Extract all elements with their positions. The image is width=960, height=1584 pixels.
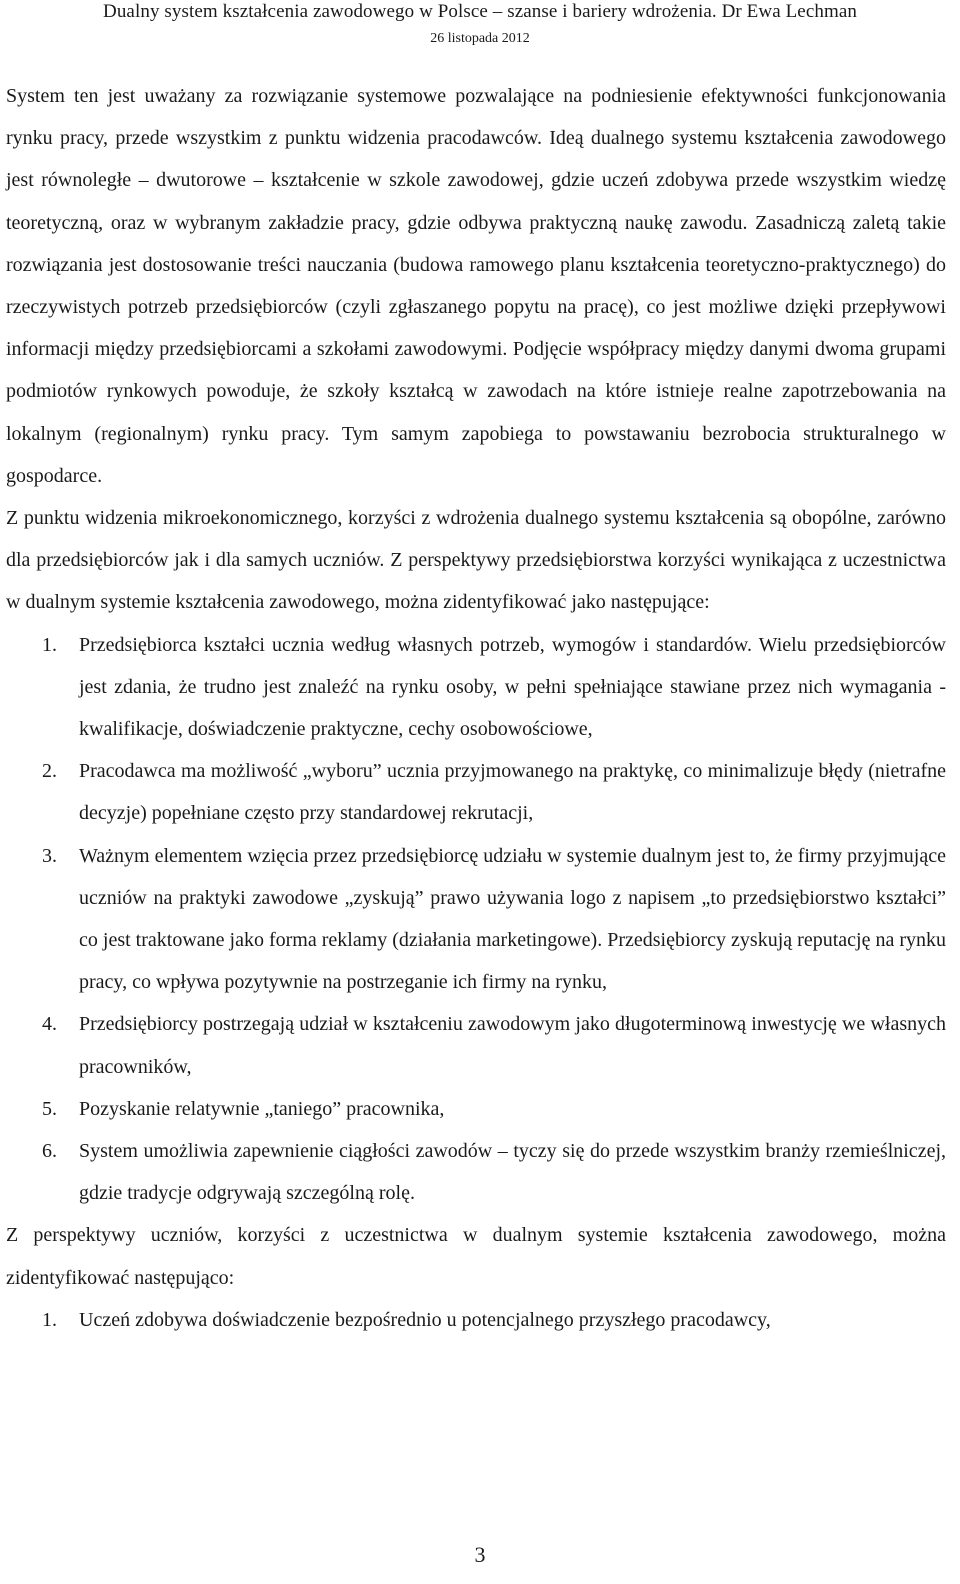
list-number: 1. — [42, 633, 57, 656]
list-number: 3. — [42, 844, 57, 867]
body-text — [6, 75, 946, 1341]
list-item-text: Przedsiębiorca kształci ucznia według własnych potrzeb, wymogów i standardów. Wielu przedsiębiorców jest zdania, że trudno jest znaleźć na rynku osoby, w pełni spełniające stawiane przez nich wymagania - kwalifikacje, doświadczenie praktyczne, cechy osobowościowe, — [79, 633, 946, 741]
list-number: 4. — [42, 1013, 57, 1036]
list-item — [6, 1003, 946, 1087]
list-number: 5. — [42, 1097, 57, 1120]
header-title: Dualny system kształcenia zawodowego w Polsce – szanse i bariery wdrożenia. Dr Ewa Lechman — [103, 1, 857, 22]
list-item — [6, 835, 946, 1004]
paragraph-intro: System ten jest uważany za rozwiązanie systemowe pozwalające na podniesienie efektywności funkcjonowania rynku pracy, przede wszystkim z punktu widzenia pracodawców. Ideą dualnego systemu kształcenia zawodowego jest równoległe – dwutorowe – kształcenie w szkole zawodowej, gdzie uczeń zdobywa przede wszystkim wiedzę teoretyczną, oraz w wybranym zakładzie pracy, gdzie odbywa praktyczną naukę zawodu. Zasadniczą zaletą takie rozwiązania jest dostosowanie treści nauczania (budowa ramowego planu kształcenia teoretyczno-praktycznego) do rzeczywistych potrzeb przedsiębiorców (czyli zgłaszanego popytu na pracę), co jest możliwe dzięki przepływowi informacji między przedsiębiorcami a szkołami zawodowymi. Podjęcie współpracy między danymi dwoma grupami podmiotów rynkowych powoduje, że szkoły kształcą w zawodach na które istnieje realne zapotrzebowania na lokalnym (regionalnym) rynku pracy. Tym samym zapobiega to powstawaniu bezrobocia strukturalnego w gospodarce. — [6, 85, 946, 487]
student-benefits-list — [6, 1299, 946, 1341]
employer-benefits-list — [6, 624, 946, 1215]
paragraph-students: Z perspektywy uczniów, korzyści z uczestnictwa w dualnym systemie kształcenia zawodowego, można zidentyfikować następująco: — [6, 1224, 946, 1289]
list-item-text: System umożliwia zapewnienie ciągłości zawodów – tyczy się do przede wszystkim branży rzemieślniczej, gdzie tradycje odgrywają szczególną rolę. — [79, 1140, 946, 1205]
list-number: 1. — [42, 1308, 57, 1331]
paragraph-microeconomic: Z punktu widzenia mikroekonomicznego, korzyści z wdrożenia dualnego systemu kształcenia są obopólne, zarówno dla przedsiębiorców jak i dla samych uczniów. Z perspektywy przedsiębiorstwa korzyści wynikająca z uczestnictwa w dualnym systemie kształcenia zawodowego, można zidentyfikować jako następujące: — [6, 507, 946, 614]
list-item-text: Pozyskanie relatywnie „taniego” pracownika, — [79, 1097, 445, 1120]
list-item-text: Przedsiębiorcy postrzegają udział w kształceniu zawodowym jako długoterminową inwestycję we własnych pracowników, — [79, 1013, 946, 1078]
list-number: 6. — [42, 1140, 57, 1163]
list-item-text: Ważnym elementem wzięcia przez przedsiębiorcę udziału w systemie dualnym jest to, że firmy przyjmujące uczniów na praktyki zawodowe „zyskują” prawo używania logo z napisem „to przedsiębiorstwo kształci” co jest traktowane jako forma reklamy (działania marketingowe). Przedsiębiorcy zyskują reputację na rynku pracy, co wpływa pozytywnie na postrzeganie ich firmy na rynku, — [79, 844, 946, 994]
page-number: 3 — [474, 1542, 486, 1567]
list-number: 2. — [42, 760, 57, 783]
header-date: 26 listopada 2012 — [430, 31, 530, 46]
list-item — [6, 624, 946, 751]
page-header — [0, 0, 960, 48]
list-item — [6, 1299, 946, 1341]
list-item — [6, 1088, 946, 1130]
list-item — [6, 1130, 946, 1214]
list-item — [6, 750, 946, 834]
list-item-text: Uczeń zdobywa doświadczenie bezpośrednio u potencjalnego przyszłego pracodawcy, — [79, 1308, 771, 1331]
list-item-text: Pracodawca ma możliwość „wyboru” ucznia przyjmowanego na praktykę, co minimalizuje błędy (nietrafne decyzje) popełniane często przy standardowej rekrutacji, — [79, 760, 946, 825]
